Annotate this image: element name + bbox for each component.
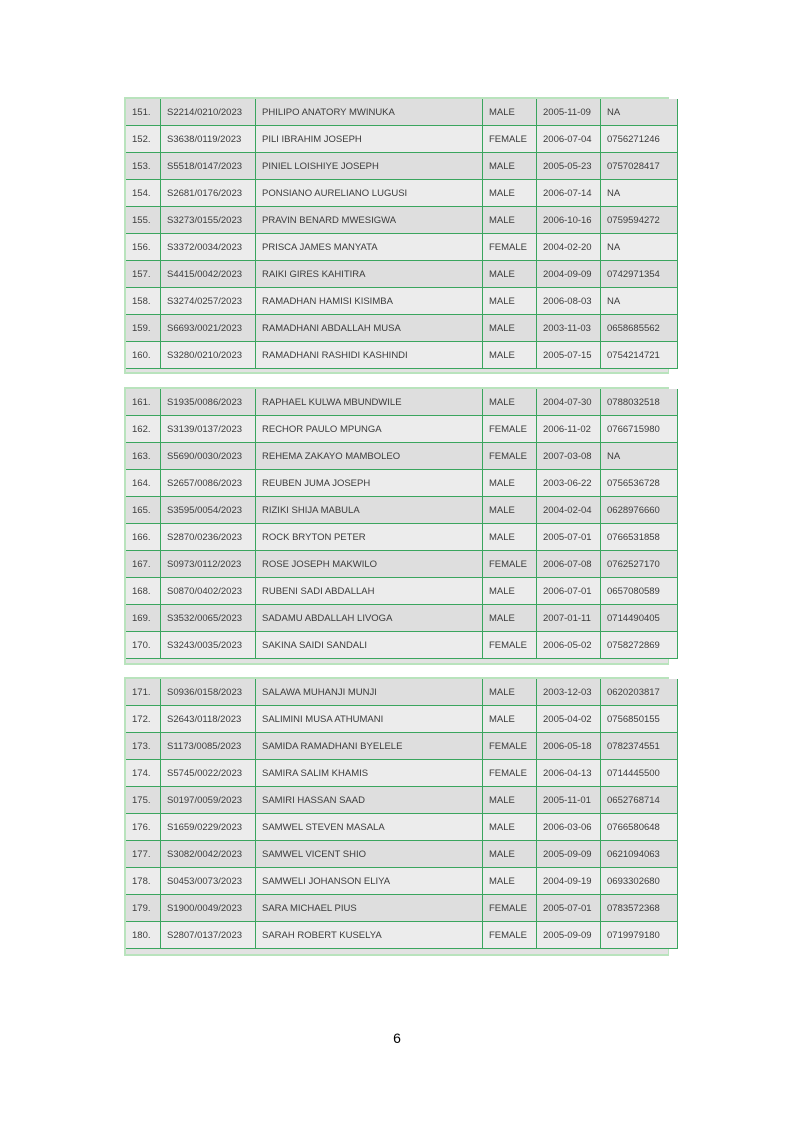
table-row	[126, 841, 678, 868]
phone-number-cell: 0719979180	[601, 922, 678, 949]
row-number-cell: 170.	[126, 632, 161, 659]
registration-number-cell: S1935/0086/2023	[161, 389, 256, 416]
table-row	[126, 126, 678, 153]
sex-cell: FEMALE	[483, 733, 537, 760]
student-name-cell: ROCK BRYTON PETER	[256, 524, 483, 551]
date-of-birth-cell: 2005-11-09	[537, 99, 601, 126]
registration-number-cell: S3273/0155/2023	[161, 207, 256, 234]
registration-number-cell: S2681/0176/2023	[161, 180, 256, 207]
table-row	[126, 578, 678, 605]
student-name-cell: PILI IBRAHIM JOSEPH	[256, 126, 483, 153]
phone-number-cell: 0693302680	[601, 868, 678, 895]
date-of-birth-cell: 2006-11-02	[537, 416, 601, 443]
table-row	[126, 922, 678, 949]
row-number-cell: 177.	[126, 841, 161, 868]
student-name-cell: PRAVIN BENARD MWESIGWA	[256, 207, 483, 234]
table-row	[126, 443, 678, 470]
sex-cell: MALE	[483, 315, 537, 342]
sex-cell: FEMALE	[483, 551, 537, 578]
sex-cell: FEMALE	[483, 632, 537, 659]
table-row	[126, 787, 678, 814]
date-of-birth-cell: 2004-09-09	[537, 261, 601, 288]
sex-cell: FEMALE	[483, 922, 537, 949]
registration-number-cell: S0453/0073/2023	[161, 868, 256, 895]
sex-cell: FEMALE	[483, 760, 537, 787]
table-row	[126, 153, 678, 180]
table-row	[126, 99, 678, 126]
date-of-birth-cell: 2007-01-11	[537, 605, 601, 632]
phone-number-cell: 0657080589	[601, 578, 678, 605]
table-row	[126, 261, 678, 288]
table-row	[126, 733, 678, 760]
sex-cell: MALE	[483, 814, 537, 841]
phone-number-cell: 0788032518	[601, 389, 678, 416]
date-of-birth-cell: 2006-05-02	[537, 632, 601, 659]
sex-cell: MALE	[483, 153, 537, 180]
registration-number-cell: S5690/0030/2023	[161, 443, 256, 470]
date-of-birth-cell: 2003-12-03	[537, 679, 601, 706]
student-table-3	[126, 679, 678, 949]
date-of-birth-cell: 2004-02-20	[537, 234, 601, 261]
registration-number-cell: S0973/0112/2023	[161, 551, 256, 578]
phone-number-cell: 0620203817	[601, 679, 678, 706]
student-name-cell: SALAWA MUHANJI MUNJI	[256, 679, 483, 706]
phone-number-cell: 0782374551	[601, 733, 678, 760]
date-of-birth-cell: 2004-02-04	[537, 497, 601, 524]
student-name-cell: RAIKI GIRES KAHITIRA	[256, 261, 483, 288]
student-name-cell: RAMADHANI RASHIDI KASHINDI	[256, 342, 483, 369]
table-row	[126, 814, 678, 841]
sex-cell: MALE	[483, 389, 537, 416]
phone-number-cell: 0714445500	[601, 760, 678, 787]
date-of-birth-cell: 2005-11-01	[537, 787, 601, 814]
row-number-cell: 171.	[126, 679, 161, 706]
date-of-birth-cell: 2003-11-03	[537, 315, 601, 342]
registration-number-cell: S2643/0118/2023	[161, 706, 256, 733]
row-number-cell: 159.	[126, 315, 161, 342]
student-name-cell: RUBENI SADI ABDALLAH	[256, 578, 483, 605]
sex-cell: MALE	[483, 841, 537, 868]
date-of-birth-cell: 2006-04-13	[537, 760, 601, 787]
phone-number-cell: 0756271246	[601, 126, 678, 153]
registration-number-cell: S1173/0085/2023	[161, 733, 256, 760]
student-name-cell: RAMADHAN HAMISI KISIMBA	[256, 288, 483, 315]
student-name-cell: PONSIANO AURELIANO LUGUSI	[256, 180, 483, 207]
student-name-cell: SARA MICHAEL PIUS	[256, 895, 483, 922]
sex-cell: MALE	[483, 470, 537, 497]
row-number-cell: 154.	[126, 180, 161, 207]
phone-number-cell: 0658685562	[601, 315, 678, 342]
row-number-cell: 179.	[126, 895, 161, 922]
table-row	[126, 315, 678, 342]
table-row	[126, 207, 678, 234]
sex-cell: MALE	[483, 261, 537, 288]
phone-number-cell: NA	[601, 234, 678, 261]
row-number-cell: 176.	[126, 814, 161, 841]
phone-number-cell: 0621094063	[601, 841, 678, 868]
row-number-cell: 163.	[126, 443, 161, 470]
sex-cell: MALE	[483, 524, 537, 551]
sex-cell: FEMALE	[483, 126, 537, 153]
row-number-cell: 178.	[126, 868, 161, 895]
date-of-birth-cell: 2003-06-22	[537, 470, 601, 497]
row-number-cell: 152.	[126, 126, 161, 153]
phone-number-cell: 0766531858	[601, 524, 678, 551]
table-row	[126, 180, 678, 207]
phone-number-cell: 0628976660	[601, 497, 678, 524]
row-number-cell: 161.	[126, 389, 161, 416]
table-row	[126, 342, 678, 369]
registration-number-cell: S3595/0054/2023	[161, 497, 256, 524]
sex-cell: MALE	[483, 578, 537, 605]
row-number-cell: 158.	[126, 288, 161, 315]
student-name-cell: RAMADHANI ABDALLAH MUSA	[256, 315, 483, 342]
phone-number-cell: 0783572368	[601, 895, 678, 922]
row-number-cell: 151.	[126, 99, 161, 126]
student-name-cell: SAKINA SAIDI SANDALI	[256, 632, 483, 659]
row-number-cell: 165.	[126, 497, 161, 524]
row-number-cell: 175.	[126, 787, 161, 814]
phone-number-cell: NA	[601, 180, 678, 207]
student-table-block-3	[124, 677, 669, 956]
row-number-cell: 169.	[126, 605, 161, 632]
registration-number-cell: S3243/0035/2023	[161, 632, 256, 659]
table-row	[126, 605, 678, 632]
row-number-cell: 168.	[126, 578, 161, 605]
table-row	[126, 497, 678, 524]
registration-number-cell: S0936/0158/2023	[161, 679, 256, 706]
table-row	[126, 632, 678, 659]
date-of-birth-cell: 2006-10-16	[537, 207, 601, 234]
student-name-cell: REUBEN JUMA JOSEPH	[256, 470, 483, 497]
sex-cell: MALE	[483, 706, 537, 733]
row-number-cell: 167.	[126, 551, 161, 578]
table-row	[126, 895, 678, 922]
student-name-cell: SAMIRA SALIM KHAMIS	[256, 760, 483, 787]
registration-number-cell: S3139/0137/2023	[161, 416, 256, 443]
row-number-cell: 180.	[126, 922, 161, 949]
phone-number-cell: 0652768714	[601, 787, 678, 814]
student-table-2	[126, 389, 678, 659]
row-number-cell: 162.	[126, 416, 161, 443]
row-number-cell: 164.	[126, 470, 161, 497]
student-name-cell: SARAH ROBERT KUSELYA	[256, 922, 483, 949]
table-row	[126, 706, 678, 733]
registration-number-cell: S4415/0042/2023	[161, 261, 256, 288]
phone-number-cell: 0742971354	[601, 261, 678, 288]
date-of-birth-cell: 2005-09-09	[537, 922, 601, 949]
page-number: 6	[393, 1030, 401, 1046]
student-name-cell: SAMIDA RAMADHANI BYELELE	[256, 733, 483, 760]
row-number-cell: 157.	[126, 261, 161, 288]
phone-number-cell: NA	[601, 443, 678, 470]
sex-cell: MALE	[483, 288, 537, 315]
date-of-birth-cell: 2006-07-04	[537, 126, 601, 153]
sex-cell: FEMALE	[483, 416, 537, 443]
sex-cell: MALE	[483, 605, 537, 632]
registration-number-cell: S3532/0065/2023	[161, 605, 256, 632]
student-name-cell: RAPHAEL KULWA MBUNDWILE	[256, 389, 483, 416]
student-table-block-1	[124, 97, 669, 374]
table-row	[126, 524, 678, 551]
registration-number-cell: S2870/0236/2023	[161, 524, 256, 551]
table-row	[126, 679, 678, 706]
date-of-birth-cell: 2005-05-23	[537, 153, 601, 180]
table-row	[126, 288, 678, 315]
sex-cell: MALE	[483, 497, 537, 524]
row-number-cell: 155.	[126, 207, 161, 234]
table-row	[126, 416, 678, 443]
date-of-birth-cell: 2006-07-14	[537, 180, 601, 207]
student-name-cell: SAMWEL VICENT SHIO	[256, 841, 483, 868]
student-name-cell: SALIMINI MUSA ATHUMANI	[256, 706, 483, 733]
phone-number-cell: 0762527170	[601, 551, 678, 578]
row-number-cell: 160.	[126, 342, 161, 369]
sex-cell: MALE	[483, 180, 537, 207]
registration-number-cell: S3372/0034/2023	[161, 234, 256, 261]
phone-number-cell: 0754214721	[601, 342, 678, 369]
registration-number-cell: S1659/0229/2023	[161, 814, 256, 841]
registration-number-cell: S3082/0042/2023	[161, 841, 256, 868]
row-number-cell: 166.	[126, 524, 161, 551]
row-number-cell: 173.	[126, 733, 161, 760]
student-name-cell: PINIEL LOISHIYE JOSEPH	[256, 153, 483, 180]
row-number-cell: 156.	[126, 234, 161, 261]
phone-number-cell: NA	[601, 288, 678, 315]
registration-number-cell: S1900/0049/2023	[161, 895, 256, 922]
phone-number-cell: 0758272869	[601, 632, 678, 659]
phone-number-cell: 0757028417	[601, 153, 678, 180]
row-number-cell: 174.	[126, 760, 161, 787]
date-of-birth-cell: 2005-07-01	[537, 524, 601, 551]
table-row	[126, 760, 678, 787]
student-name-cell: PHILIPO ANATORY MWINUKA	[256, 99, 483, 126]
registration-number-cell: S3280/0210/2023	[161, 342, 256, 369]
student-table-block-2	[124, 387, 669, 665]
date-of-birth-cell: 2005-07-15	[537, 342, 601, 369]
sex-cell: FEMALE	[483, 443, 537, 470]
student-name-cell: ROSE JOSEPH MAKWILO	[256, 551, 483, 578]
date-of-birth-cell: 2006-07-01	[537, 578, 601, 605]
sex-cell: MALE	[483, 207, 537, 234]
sex-cell: MALE	[483, 342, 537, 369]
date-of-birth-cell: 2007-03-08	[537, 443, 601, 470]
registration-number-cell: S2214/0210/2023	[161, 99, 256, 126]
table-row	[126, 551, 678, 578]
registration-number-cell: S5518/0147/2023	[161, 153, 256, 180]
student-name-cell: REHEMA ZAKAYO MAMBOLEO	[256, 443, 483, 470]
student-name-cell: SADAMU ABDALLAH LIVOGA	[256, 605, 483, 632]
registration-number-cell: S3638/0119/2023	[161, 126, 256, 153]
registration-number-cell: S0197/0059/2023	[161, 787, 256, 814]
table-row	[126, 234, 678, 261]
registration-number-cell: S2807/0137/2023	[161, 922, 256, 949]
table-row	[126, 389, 678, 416]
student-name-cell: RECHOR PAULO MPUNGA	[256, 416, 483, 443]
row-number-cell: 172.	[126, 706, 161, 733]
registration-number-cell: S3274/0257/2023	[161, 288, 256, 315]
date-of-birth-cell: 2004-07-30	[537, 389, 601, 416]
sex-cell: MALE	[483, 99, 537, 126]
date-of-birth-cell: 2005-09-09	[537, 841, 601, 868]
registration-number-cell: S6693/0021/2023	[161, 315, 256, 342]
date-of-birth-cell: 2005-04-02	[537, 706, 601, 733]
date-of-birth-cell: 2006-07-08	[537, 551, 601, 578]
phone-number-cell: NA	[601, 99, 678, 126]
registration-number-cell: S2657/0086/2023	[161, 470, 256, 497]
student-table-1	[126, 99, 678, 369]
table-row	[126, 470, 678, 497]
phone-number-cell: 0714490405	[601, 605, 678, 632]
phone-number-cell: 0766715980	[601, 416, 678, 443]
sex-cell: MALE	[483, 787, 537, 814]
date-of-birth-cell: 2006-08-03	[537, 288, 601, 315]
phone-number-cell: 0756850155	[601, 706, 678, 733]
table-row	[126, 868, 678, 895]
student-name-cell: SAMWELI JOHANSON ELIYA	[256, 868, 483, 895]
student-name-cell: SAMIRI HASSAN SAAD	[256, 787, 483, 814]
phone-number-cell: 0766580648	[601, 814, 678, 841]
student-name-cell: RIZIKI SHIJA MABULA	[256, 497, 483, 524]
student-name-cell: SAMWEL STEVEN MASALA	[256, 814, 483, 841]
date-of-birth-cell: 2005-07-01	[537, 895, 601, 922]
sex-cell: FEMALE	[483, 234, 537, 261]
registration-number-cell: S5745/0022/2023	[161, 760, 256, 787]
date-of-birth-cell: 2006-03-06	[537, 814, 601, 841]
registration-number-cell: S0870/0402/2023	[161, 578, 256, 605]
row-number-cell: 153.	[126, 153, 161, 180]
phone-number-cell: 0759594272	[601, 207, 678, 234]
sex-cell: FEMALE	[483, 895, 537, 922]
phone-number-cell: 0756536728	[601, 470, 678, 497]
sex-cell: MALE	[483, 679, 537, 706]
student-name-cell: PRISCA JAMES MANYATA	[256, 234, 483, 261]
date-of-birth-cell: 2004-09-19	[537, 868, 601, 895]
sex-cell: MALE	[483, 868, 537, 895]
date-of-birth-cell: 2006-05-18	[537, 733, 601, 760]
